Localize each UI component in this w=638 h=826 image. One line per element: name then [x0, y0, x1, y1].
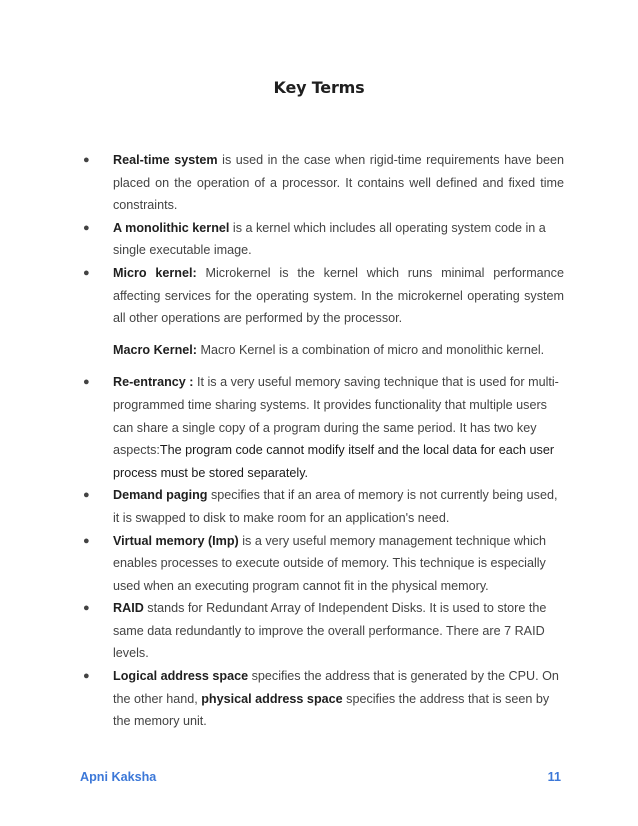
term: Logical address space — [113, 669, 249, 684]
definition: is used in the case when rigid-time requirements have been placed on the operation of a processor. It contains well defined and fixed time constraints. — [113, 153, 564, 213]
term-physical-address-space: physical address space — [201, 691, 343, 706]
definition: specifies that if an area of memory is not currently being used, it is swapped to disk to make room for an application's need. — [113, 488, 558, 525]
definition-continued: specifies the address that is seen by the memory unit. — [113, 691, 550, 729]
bullet-icon: ● — [83, 534, 90, 547]
term: A monolithic kernel — [113, 220, 230, 235]
definition: Macro Kernel is a combination of micro and monolithic kernel. — [196, 342, 545, 357]
definition: specifies the address that is generated by the CPU. On the other hand, — [113, 669, 559, 706]
page-title: Key Terms — [273, 78, 365, 97]
footer-brand: Apni Kaksha — [80, 770, 157, 784]
bullet-icon: ● — [83, 376, 90, 389]
list-item-raid — [80, 597, 564, 665]
bullet-icon: ● — [83, 266, 90, 279]
macro-kernel-paragraph — [80, 339, 564, 362]
list-item-monolithic-kernel — [80, 217, 564, 262]
term: Macro Kernel: — [113, 342, 197, 357]
list-item-logical-address-space — [80, 665, 564, 733]
list-item-re-entrancy — [80, 371, 564, 484]
bullet-icon: ● — [83, 670, 90, 683]
bullet-icon: ● — [83, 154, 90, 166]
definition: Microkernel is the kernel which runs minimal performance affecting services for the operating system. In the microkernel operating system all other operations are performed by the processor. — [113, 265, 564, 326]
key-terms-list-2 — [80, 371, 564, 733]
key-terms-list-1 — [80, 149, 564, 330]
bullet-icon: ● — [83, 489, 90, 502]
list-item-micro-kernel — [80, 262, 564, 330]
definition: is a kernel which includes all operating system code in a single executable image. — [113, 220, 546, 258]
term: Demand paging — [113, 488, 208, 503]
definition: is a very useful memory management technique which enables processes to execute outside of memory. This technique is especially used when an executing program cannot fit in the physical memory. — [113, 533, 547, 593]
term: RAID — [113, 601, 144, 616]
term: Micro kernel: — [113, 265, 197, 280]
key-aspects: The program code cannot modify itself and the local data for each user process must be stored separately. — [113, 443, 555, 480]
list-item-demand-paging — [80, 484, 564, 529]
list-item-real-time-system — [80, 149, 564, 217]
page-number: 11 — [547, 770, 561, 784]
term: Virtual memory (Imp) — [113, 533, 239, 548]
bullet-icon: ● — [83, 602, 90, 615]
list-item-virtual-memory — [80, 530, 564, 598]
definition: stands for Redundant Array of Independent Disks. It is used to store the same data redundantly to improve the overall performance. There are 7 RAID levels. — [113, 601, 547, 661]
bullet-icon: ● — [83, 221, 90, 234]
term: Re-entrancy : — [113, 375, 194, 390]
term: Real-time system — [113, 153, 218, 167]
key-terms-content — [80, 149, 564, 733]
definition: It is a very useful memory saving technique that is used for multi-programmed time sharing systems. It provides functionality that multiple users can share a single copy of a program during the same period. It has two key aspects: — [113, 375, 559, 458]
